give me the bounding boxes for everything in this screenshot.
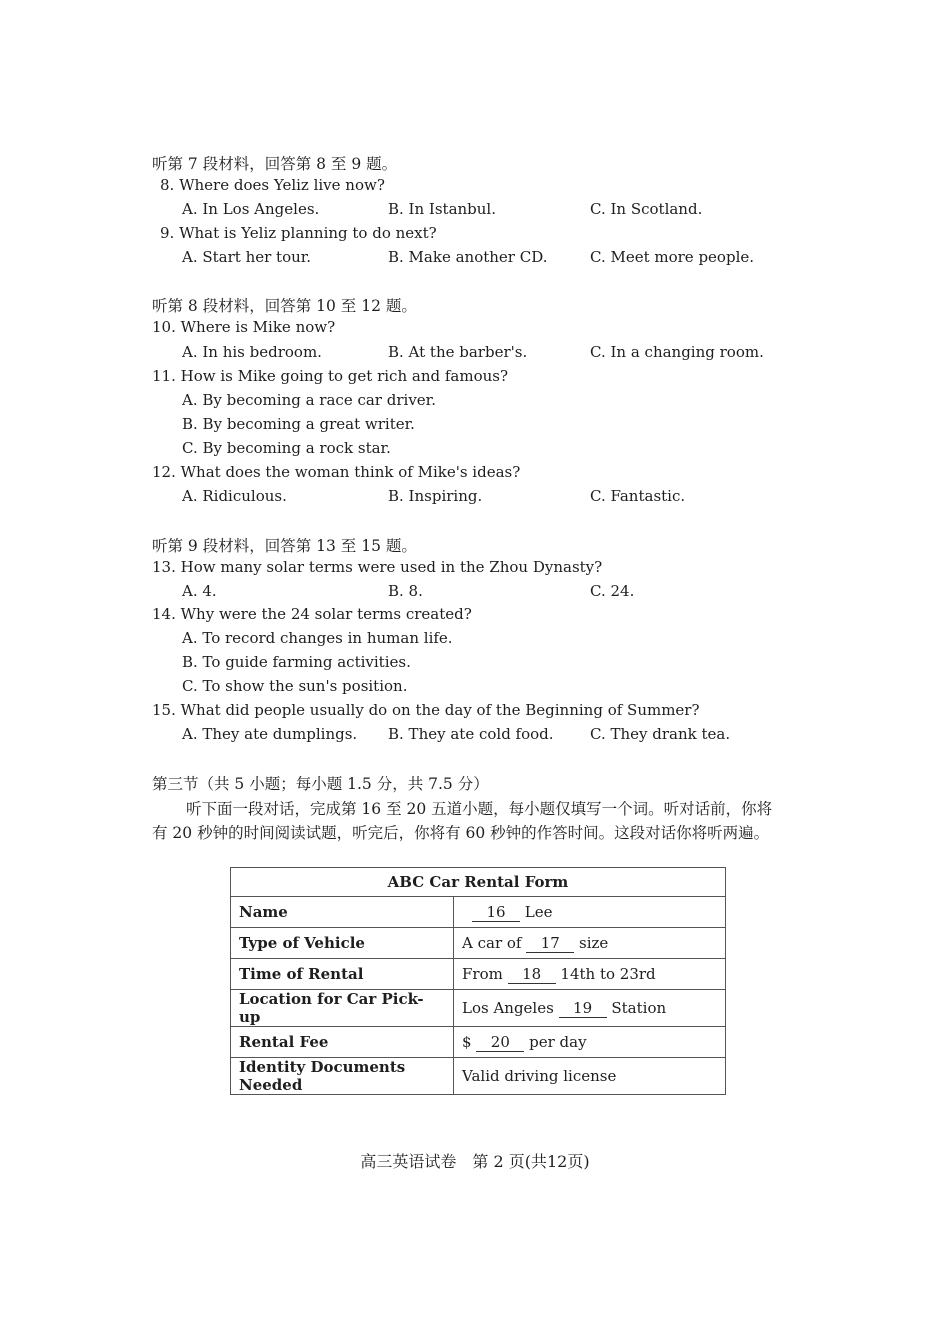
option-a: A. By becoming a race car driver. (182, 391, 436, 409)
question: 8. Where does Yeliz live now? (160, 176, 385, 194)
option-a: A. To record changes in human life. (182, 629, 453, 647)
option-b: B. 8. (388, 582, 423, 600)
option-c: C. 24. (590, 582, 635, 600)
option-b: B. In Istanbul. (388, 200, 496, 218)
form-value: A car of 17 size (454, 928, 726, 959)
instruction-line: 听下面一段对话，完成第 16 至 20 五道小题，每小题仅填写一个词。听对话前，你将 (186, 800, 773, 818)
form-value: Valid driving license (454, 1058, 726, 1095)
section-header: 听第 8 段材料，回答第 10 至 12 题。 (152, 297, 417, 315)
table-row (231, 1027, 726, 1058)
option-a: A. 4. (182, 582, 217, 600)
option-a: A. Ridiculous. (182, 487, 287, 505)
form-value: 16 Lee (454, 897, 726, 928)
option-a: A. In his bedroom. (182, 343, 322, 361)
form-label: Type of Vehicle (231, 928, 454, 959)
form-value: $ 20 per day (454, 1027, 726, 1058)
part-header: 第三节（共 5 小题；每小题 1.5 分，共 7.5 分） (152, 775, 489, 793)
table-row (231, 990, 726, 1027)
answer-blank: 19 (559, 999, 607, 1018)
option-c: C. In Scotland. (590, 200, 703, 218)
option-b: B. By becoming a great writer. (182, 415, 415, 433)
option-a: A. In Los Angeles. (182, 200, 320, 218)
form-label: Time of Rental (231, 959, 454, 990)
option-c: C. Fantastic. (590, 487, 686, 505)
form-title: ABC Car Rental Form (231, 868, 726, 897)
option-c: C. They drank tea. (590, 725, 731, 743)
option-a: A. They ate dumplings. (182, 725, 358, 743)
option-b: B. Inspiring. (388, 487, 483, 505)
answer-blank: 17 (526, 934, 574, 953)
table-row (231, 897, 726, 928)
form-value: From 18 14th to 23rd (454, 959, 726, 990)
option-b: B. Make another CD. (388, 248, 548, 266)
answer-blank: 20 (476, 1033, 524, 1052)
answer-blank: 18 (508, 965, 556, 984)
question: 15. What did people usually do on the day of the Beginning of Summer? (152, 701, 700, 719)
question: 12. What does the woman think of Mike's ideas? (152, 463, 521, 481)
option-c: C. To show the sun's position. (182, 677, 408, 695)
form-label: Identity Documents Needed (231, 1058, 454, 1095)
option-b: B. At the barber's. (388, 343, 528, 361)
answer-blank: 16 (472, 903, 520, 922)
option-c: C. Meet more people. (590, 248, 755, 266)
question: 14. Why were the 24 solar terms created? (152, 605, 472, 623)
table-row (231, 1058, 726, 1095)
table-row (231, 928, 726, 959)
option-b: B. They ate cold food. (388, 725, 554, 743)
page-footer: 高三英语试卷 第 2 页(共12页) (360, 1152, 590, 1171)
section-header: 听第 9 段材料，回答第 13 至 15 题。 (152, 537, 417, 555)
section-header: 听第 7 段材料，回答第 8 至 9 题。 (152, 155, 398, 173)
question: 13. How many solar terms were used in the Zhou Dynasty? (152, 558, 603, 576)
option-b: B. To guide farming activities. (182, 653, 411, 671)
question: 10. Where is Mike now? (152, 318, 336, 336)
form-label: Name (231, 897, 454, 928)
question: 11. How is Mike going to get rich and famous? (152, 367, 508, 385)
form-label: Rental Fee (231, 1027, 454, 1058)
form-value: Los Angeles 19 Station (454, 990, 726, 1027)
instruction-line: 有 20 秒钟的时间阅读试题，听完后，你将有 60 秒钟的作答时间。这段对话你将听两遍。 (152, 824, 770, 842)
option-a: A. Start her tour. (182, 248, 312, 266)
rental-form-table (230, 867, 726, 1095)
table-row (231, 959, 726, 990)
option-c: C. In a changing room. (590, 343, 764, 361)
question: 9. What is Yeliz planning to do next? (160, 224, 437, 242)
option-c: C. By becoming a rock star. (182, 439, 391, 457)
form-label: Location for Car Pick-up (231, 990, 454, 1027)
